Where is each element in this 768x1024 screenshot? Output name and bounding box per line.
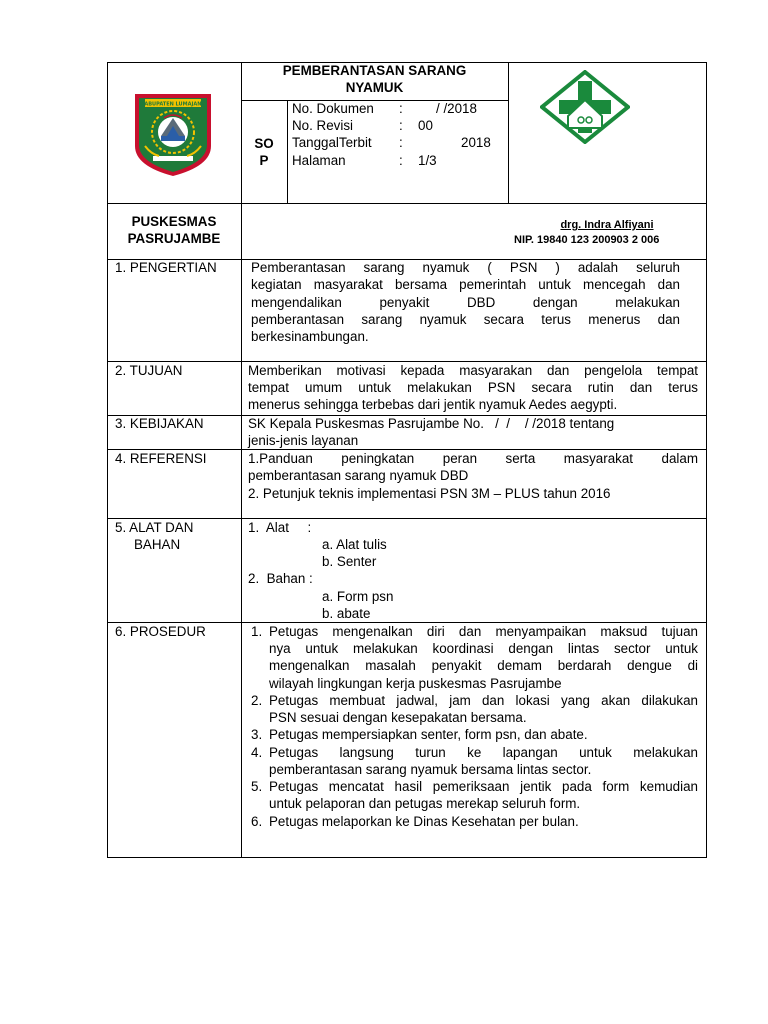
field-label-no-dokumen: No. Dokumen [292, 101, 374, 116]
kabupaten-lumajang-emblem [131, 88, 215, 178]
organization-name-line2: PASRUJAMBE [127, 231, 221, 246]
sop-label-line2: P [259, 153, 269, 168]
section-text-line: Pemberantasan sarang nyamuk ( PSN ) adalah seluruh [251, 260, 680, 275]
step-text-line: wilayah lingkungan kerja puskesmas Pasrujambe [269, 676, 562, 691]
section-label-line2: BAHAN [134, 537, 181, 552]
section-text-line: jenis-jenis layanan [248, 433, 359, 448]
document-title-line1: PEMBERANTASAN SARANG [282, 63, 467, 78]
step-text-line: Petugas mempersiapkan senter, form psn, dan abate. [269, 727, 588, 742]
section-text-line: Memberikan motivasi kepada masyarakan dan pengelola tempat [248, 363, 698, 378]
signer-nip: NIP. 19840 123 200903 2 006 [514, 234, 660, 246]
puskesmas-cross-icon [540, 70, 630, 144]
step-text-line: pemberantasan sarang nyamuk bersama lintas sector. [269, 762, 592, 777]
section-text-line: tempat umum untuk melakukan PSN secara rutin dan terus [248, 380, 698, 395]
alat-item: a. Alat tulis [322, 537, 387, 552]
field-sep: : [399, 153, 403, 168]
step-text-line: Petugas membuat jadwal, jam dan lokasi yang akan dilakukan [269, 693, 698, 708]
bahan-item: a. Form psn [322, 589, 394, 604]
section-text-line: berkesinambungan. [251, 329, 369, 344]
step-number: 3. [251, 727, 263, 742]
field-sep: : [399, 135, 403, 150]
alat-heading: 1. Alat : [248, 520, 312, 535]
field-label-no-revisi: No. Revisi [292, 118, 354, 133]
step-text-line: Petugas mencatat hasil pemeriksaan jentik pada form kemudian [269, 779, 698, 794]
field-sep: : [399, 118, 403, 133]
section-text-line: mengendalikan penyakit DBD dengan melakukan [251, 295, 680, 310]
field-value-no-revisi: 00 [418, 118, 433, 133]
section-text-line: menerus sehingga terbebas dari jentik nyamuk Aedes aegypti. [248, 397, 618, 412]
section-label-line1: 5. ALAT DAN [115, 520, 194, 535]
field-sep: : [399, 101, 403, 116]
step-text-line: Petugas langsung turun ke lapangan untuk melakukan [269, 745, 698, 760]
document-title-line2: NYAMUK [345, 80, 404, 95]
step-text-line: PSN sesuai dengan kesepakatan bersama. [269, 710, 527, 725]
step-number: 2. [251, 693, 263, 708]
section-text-line: pemberantasan sarang nyamuk secara terus menerus dan [251, 312, 680, 327]
step-number: 4. [251, 745, 263, 760]
section-label: 6. PROSEDUR [115, 624, 206, 639]
signer-name: drg. Indra Alfiyani [560, 219, 654, 231]
field-value-halaman: 1/3 [418, 153, 437, 168]
step-number: 1. [251, 624, 263, 639]
alat-item: b. Senter [322, 554, 377, 569]
field-label-halaman: Halaman [292, 153, 346, 168]
step-text-line: Petugas melaporkan ke Dinas Kesehatan per bulan. [269, 814, 579, 829]
section-text-line: pemberantasan sarang nyamuk DBD [248, 468, 469, 483]
field-label-tanggal-terbit: TanggalTerbit [292, 135, 372, 150]
section-text-line: SK Kepala Puskesmas Pasrujambe No. / / / /2018 tentang [248, 416, 615, 431]
step-text-line: Petugas mengenalkan diri dan menyampaikan maksud tujuan [269, 624, 698, 639]
section-text-line: 1.Panduan peningkatan peran serta masyarakat dalam [248, 451, 698, 466]
step-text-line: untuk pelaporan dan petugas merekap seluruh form. [269, 796, 581, 811]
puskesmas-logo [540, 70, 630, 144]
bahan-item: b. abate [322, 606, 371, 621]
step-number: 6. [251, 814, 263, 829]
section-label: 2. TUJUAN [115, 363, 183, 378]
step-text-line: mengenalkan masalah penyakit demam berdarah dengue di [269, 658, 698, 673]
bahan-heading: 2. Bahan : [248, 571, 313, 586]
section-text-line: kegiatan masyarakat bersama pemerintah untuk mencegah dan [251, 277, 680, 292]
step-number: 5. [251, 779, 263, 794]
section-text-line: 2. Petunjuk teknis implementasi PSN 3M – PLUS tahun 2016 [248, 486, 611, 501]
section-label: 4. REFERENSI [115, 451, 207, 466]
section-label: 1. PENGERTIAN [115, 260, 217, 275]
step-text-line: nya untuk melakukan koordinasi dengan lintas sector untuk [269, 641, 698, 656]
sop-label-line1: SO [254, 136, 274, 151]
section-label: 3. KEBIJAKAN [115, 416, 204, 431]
field-value-no-dokumen: / /2018 [436, 101, 477, 116]
field-value-tanggal-terbit: 2018 [461, 135, 491, 150]
organization-name-line1: PUSKESMAS [131, 214, 217, 229]
shield-emblem-icon [131, 88, 215, 178]
svg-text:KABUPATEN LUMAJANG: KABUPATEN LUMAJANG [140, 101, 206, 108]
